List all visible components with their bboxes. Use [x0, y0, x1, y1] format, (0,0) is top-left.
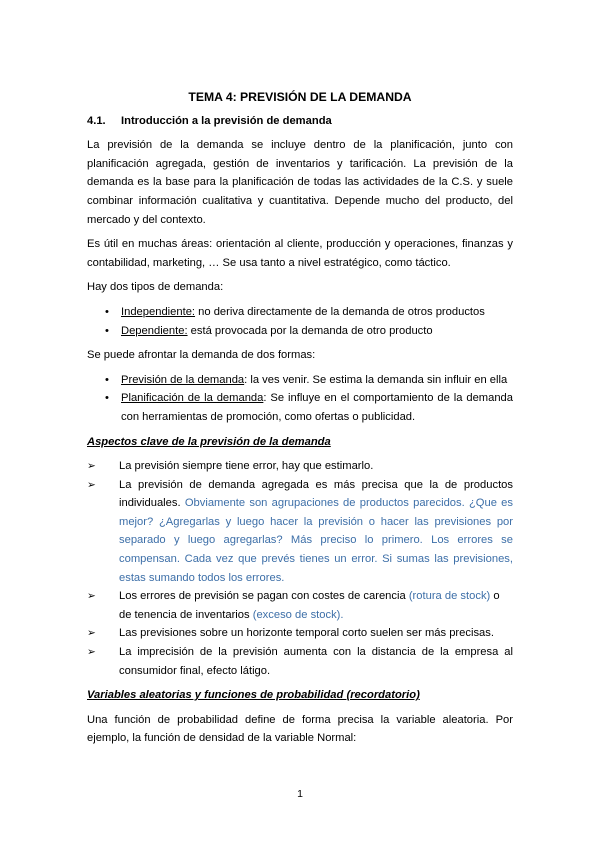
desc: no deriva directamente de la demanda de otros productos: [195, 305, 485, 318]
section-heading-variables: Variables aleatorias y funciones de probabilidad (recordatorio): [87, 689, 420, 702]
section-label: Introducción a la previsión de demanda: [121, 114, 332, 127]
list-item: [87, 457, 513, 476]
paragraph-intro: La previsión de la demanda se incluye dentro de la planificación, junto con planificación agregada, gestión de inventarios y tarificación. La previsión de la demanda es la base para la planificación de todas las actividades de la C.S. y suele combinar información cualitativa y cuantitativa. Depende mucho del producto, del mercado y del contexto.: [87, 139, 513, 226]
desc: está provocada por la demanda de otro producto: [187, 324, 433, 337]
desc: : Se influye en el comportamiento de la demanda con herramientas de promoción, como ofertas o publicidad.: [121, 392, 514, 423]
item-text: Los errores de previsión se pagan con costes de carencia: [119, 590, 409, 603]
section-heading-4-1: [87, 112, 513, 131]
item-text: La previsión de demanda agregada es más precisa que la de productos individuales.: [119, 478, 513, 510]
list-item: [87, 389, 513, 426]
paragraph-tipos: Hay dos tipos de demanda:: [87, 281, 224, 294]
list-item: [87, 476, 513, 588]
list-item: [87, 303, 513, 322]
list-item: [87, 371, 513, 390]
item-text: o de tenencia de inventarios: [119, 590, 500, 621]
term: Previsión de la demanda: [121, 373, 245, 386]
note-text: (rotura de stock): [408, 590, 491, 603]
item-text: La imprecisión de la previsión aumenta con la distancia de la empresa al consumidor final, efecto látigo.: [119, 646, 513, 677]
demand-types-list: [87, 303, 513, 340]
term: Independiente:: [121, 305, 196, 318]
paragraph-variables: Una función de probabilidad define de forma precisa la variable aleatoria. Por ejemplo, la función de densidad de la variable Normal:: [87, 713, 513, 745]
section-heading-aspectos: Aspectos clave de la previsión de la demanda: [87, 435, 331, 448]
term: Dependiente:: [121, 324, 188, 337]
note-text: (exceso de stock).: [252, 608, 344, 621]
term: Planificación de la demanda: [121, 392, 264, 405]
item-text: La previsión siempre tiene error, hay que estimarlo.: [119, 460, 374, 473]
paragraph-areas: Es útil en muchas áreas: orientación al cliente, producción y operaciones, finanzas y contabilidad, marketing, … Se usa tanto a nivel estratégico, como táctico.: [87, 238, 513, 269]
list-item: [87, 322, 513, 341]
page-number: 1: [297, 788, 303, 800]
desc: : la ves venir. Se estima la demanda sin influir en ella: [244, 373, 508, 386]
page-title: TEMA 4: PREVISIÓN DE LA DEMANDA: [188, 90, 412, 104]
document-page: [87, 88, 513, 754]
list-item: [87, 643, 513, 680]
paragraph-formas: Se puede afrontar la demanda de dos formas:: [87, 349, 316, 362]
list-item: [87, 624, 513, 643]
note-text: Obviamente son agrupaciones de productos parecidos. ¿Que es mejor? ¿Agregarlas y luego hacer la previsión o hacer las previsiones por separado y luego agregarlas? Más preciso lo primero. Los errores se compensan. Cada vez que prevés tienes un error. Si sumas las previsiones, estas sumando todos los errores.: [119, 497, 513, 584]
item-text: Las previsiones sobre un horizonte temporal corto suelen ser más precisas.: [119, 627, 494, 640]
aspectos-list: [87, 457, 513, 680]
list-item: [87, 587, 513, 624]
section-number: 4.1.: [87, 114, 106, 127]
demand-approach-list: [87, 371, 513, 427]
